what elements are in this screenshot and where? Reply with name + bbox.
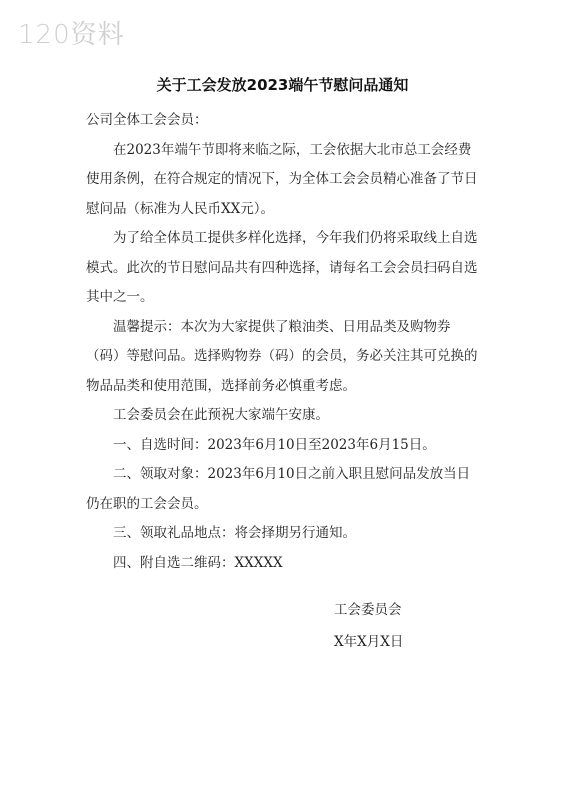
signature-org: 工会委员会	[334, 602, 402, 618]
document-body	[86, 106, 478, 578]
item-recipients: 二、领取对象：2023年6月10日之前入职且慰问品发放当日仍在职的工会会员。	[86, 466, 471, 512]
paragraph-tips: 温馨提示：本次为大家提供了粮油类、日用品类及购物券（码）等慰问品。选择购物券（码）的会员，务必关注其可兑换的物品品类和使用范围，选择前务必慎重考虑。	[86, 318, 478, 394]
item-selection-time: 一、自选时间：2023年6月10日至2023年6月15日。	[113, 436, 436, 453]
salutation: 公司全体工会会员：	[86, 112, 208, 128]
document-title: 关于工会发放2023端午节慰问品通知	[156, 76, 409, 94]
paragraph-selection: 为了给全体员工提供多样化选择，今年我们仍将采取线上自选模式。此次的节日慰问品共有四种选择，请每名工会会员扫码自选其中之一。	[86, 230, 478, 305]
item-pickup-location: 三、领取礼品地点：将会择期另行通知。	[113, 525, 356, 541]
signature-date: X年X月X日	[334, 634, 404, 650]
paragraph-greeting: 工会委员会在此预祝大家端午安康。	[113, 407, 329, 423]
watermark-logo: 120资料	[18, 20, 125, 50]
signature-block	[334, 594, 403, 658]
item-qr-code: 四、附自选二维码：XXXXX	[113, 554, 283, 571]
paragraph-intro: 在2023年端午节即将来临之际，工会依据大北市总工会经费使用条例，在符合规定的情况下，为全体工会会员精心准备了节日慰问品（标准为人民币XX元）。	[86, 141, 478, 217]
